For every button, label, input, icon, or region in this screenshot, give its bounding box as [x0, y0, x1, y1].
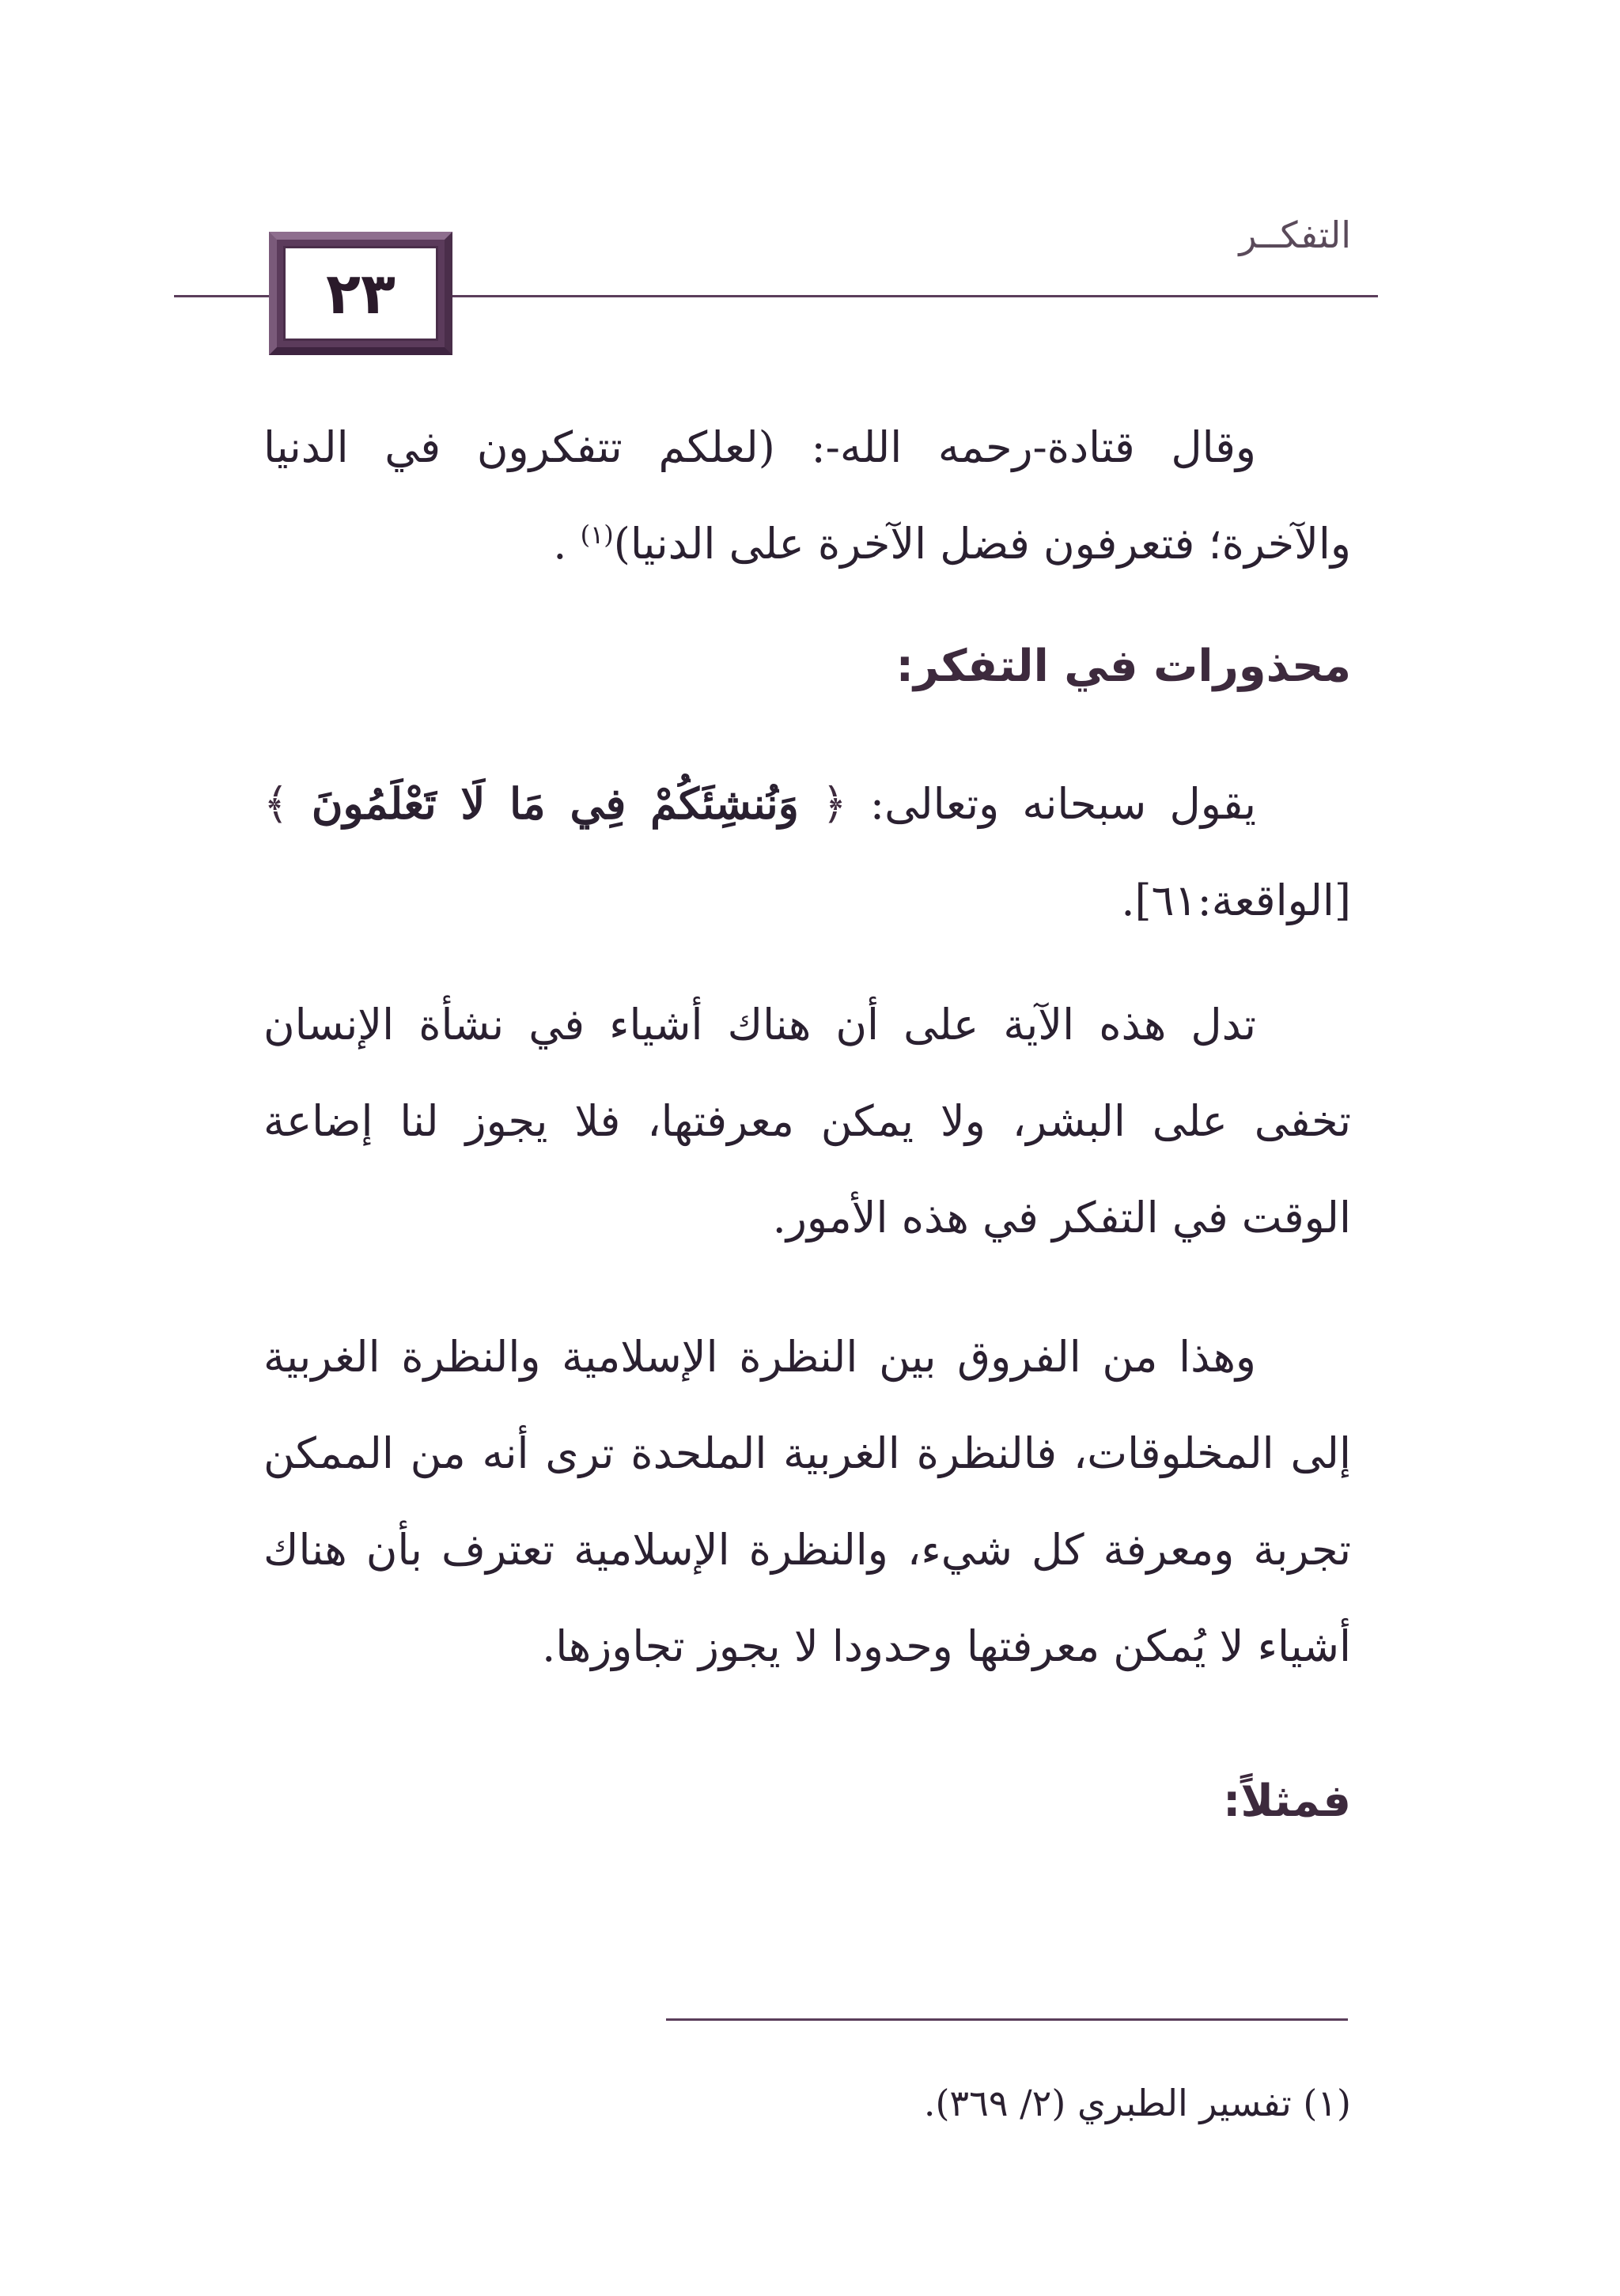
- paragraph-qatada: وقال قتادة-رحمه الله-: (لعلكم تتفكرون في الدنيا والآخرة؛ فتعرفون فضل الآخرة على الدنيا)$^{(١)}$ .: [263, 422, 1351, 569]
- paragraph-verse: [263, 755, 1351, 949]
- footnote-marker: (١): [1303, 2082, 1351, 2124]
- footnote-text: تفسير الطبري (٢/ ٣٦٩).: [923, 2082, 1292, 2124]
- verse-close-bracket: ﴾: [263, 779, 289, 829]
- paragraph-comparison: وهذا من الفروق بين النظرة الإسلامية والنظرة الغربية إلى المخلوقات، فالنظرة الغربية الملحدة ترى أنه من الممكن تجربة ومعرفة كل شيء، والنظرة الإسلامية تعترف بأن هناك أشياء لا يُمكن معرفتها وحدودا لا يجوز تجاوزها.: [263, 1332, 1351, 1671]
- quran-verse: وَنُنشِئَكُمْ فِي مَا لَا تَعْلَمُونَ: [311, 778, 799, 829]
- verse-reference: [الواقعة:٦١].: [1121, 876, 1351, 925]
- footnote-rule: [666, 2018, 1348, 2021]
- verse-intro: يقول سبحانه وتعالى:: [846, 779, 1256, 829]
- footnote-reference: (١): [580, 520, 614, 550]
- page-number-frame: [269, 232, 452, 355]
- section-heading: محذورات في التفكر:: [895, 641, 1351, 692]
- paragraph-qatada-line1: وقال قتادة-رحمه الله-: (لعلكم تتفكرون في الدنيا: [263, 422, 1256, 472]
- verse-open-bracket: ﴿: [822, 779, 847, 829]
- footnote: [924, 2082, 1351, 2124]
- paragraph-explanation: تدل هذه الآية على أن هناك أشياء في نشأة الإنسان تخفى على البشر، ولا يمكن معرفتها، فلا يجوز لنا إضاعة الوقت في التفكر في هذه الأمور.: [263, 1000, 1351, 1243]
- paragraph-qatada-line2: والآخرة؛ فتعرفون فضل الآخرة على الدنيا): [613, 519, 1351, 569]
- example-heading: فمثلاً:: [1223, 1776, 1351, 1827]
- running-title: التفكــر: [1239, 214, 1351, 256]
- page-number: ٢٣: [326, 260, 396, 327]
